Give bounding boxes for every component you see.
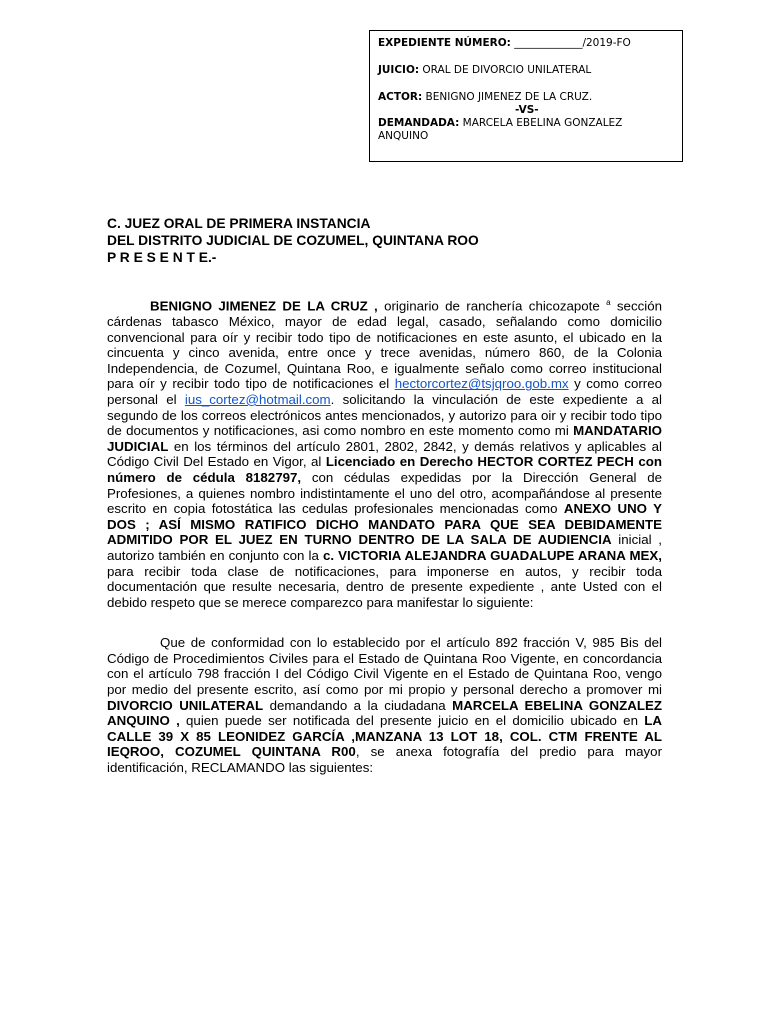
demandada-value: MARCELA EBELINA GONZALEZ [459, 117, 623, 129]
text-segment: Que de conformidad con lo establecido por el artículo 892 fracción V, 985 Bis del Código de Procedimientos Civiles para el Estado de Quintana Roo Vigente, en concordancia con el artículo 798 fracción I del Código Civil Vigente en el Estado de Quintana Roo, vengo por medio del presente escrito, así como por mi propio y personal derecho a promover mi [107, 635, 662, 698]
juicio-label: JUICIO: [378, 64, 420, 76]
paragraph-1 [107, 295, 662, 610]
text-segment: , se anexa fotografía del predio para mayor identificación, RECLAMANDO las siguientes: [107, 744, 662, 776]
document-body [107, 295, 662, 776]
divorce-type: DIVORCIO UNILATERAL [107, 697, 264, 713]
addressee-line-1: C. JUEZ ORAL DE PRIMERA INSTANCIA [107, 216, 371, 231]
text-segment: quien puede ser notificada del presente juicio en el domicilio ubicado en [179, 713, 645, 729]
addressee-line-2: DEL DISTRITO JUDICIAL DE COZUMEL, QUINTANA ROO [107, 233, 479, 248]
text-segment: inicial , autorizo también en conjunto con la [107, 532, 662, 563]
text-segment: demandando a la ciudadana [263, 697, 453, 713]
vs-line: -VS- [515, 104, 539, 116]
actor-name: BENIGNO JIMENEZ DE LA CRUZ , [150, 298, 378, 314]
institutional-email-link[interactable]: hectorcortez@tsjqroo.gob.mx [394, 376, 569, 392]
demandada-line [378, 117, 674, 130]
juicio-line [378, 64, 674, 77]
text-segment: originario de ranchería chicozapote [377, 298, 607, 314]
juicio-value: ORAL DE DIVORCIO UNILATERAL [419, 64, 592, 76]
text-segment: para recibir toda clase de notificaciones, para imponerse en autos, y recibir toda documentación que resulte necesaria, dentro de presente expediente , ante Usted con el debido respeto que se merece comparezco para manifestar lo siguiente: [107, 563, 662, 610]
annex-statement: ANEXO UNO Y DOS ; ASÍ MISMO RATIFICO DICHO MANDATO PARA QUE SEA DEBIDAMENTE ADMITIDO POR EL JUEZ EN TURNO DENTRO DE LA SALA DE AUDIENCIA [107, 501, 662, 548]
case-info-box [369, 30, 683, 162]
defendant-name: MARCELA EBELINA GONZALEZ ANQUINO , [107, 697, 662, 729]
defendant-address: LA CALLE 39 X 85 LEONIDEZ GARCÍA ,MANZANA 13 LOT 18, COL. CTM FRENTE AL IEQROO, COZUMEL QUINTANA R00 [107, 713, 662, 760]
expediente-line [378, 37, 674, 50]
expediente-label: EXPEDIENTE NÚMERO: [378, 37, 511, 49]
addressee-block [107, 215, 479, 266]
text-segment: y como correo personal el [107, 376, 662, 407]
superscript-mark: a [606, 298, 611, 307]
text-segment: sección cárdenas tabasco México, mayor de edad legal, casado, señalando como domicilio convencional para oír y recibir todo tipo de notificaciones en este asunto, el ubicado en la cincuenta y cinco avenida, entre once y trece avenidas, número 860, de la Colonia Independencia, de Cozumel, Quintana Roo, e igualmente señalo como correo institucional para oír y recibir todo tipo de notificaciones el [107, 298, 662, 392]
actor-value: BENIGNO JIMENEZ DE LA CRUZ. [422, 91, 593, 103]
text-segment: en los términos del artículo 2801, 2802, 2842, y demás relativos y aplicables al Código Civil Del Estado en Vigor, al [107, 438, 662, 470]
actor-line [378, 91, 674, 104]
actor-label: ACTOR: [378, 91, 423, 103]
demandada-label: DEMANDADA: [378, 117, 460, 129]
paragraph-2 [107, 635, 662, 775]
text-segment: con cédulas expedidas por la Dirección General de Profesiones, a quienes nombro indistintamente el uno del otro, acompañándose al presente escrito en copia fotostática las cedulas profesionales mencionadas como [107, 469, 662, 517]
expediente-value: _____________/2019-FO [510, 37, 631, 49]
text-segment: . solicitando la vinculación de este expediente a al segundo de los correos electrónicos antes mencionados, y autorizo para oir y recibir todo tipo de documentos y notificaciones, asi como nombro en este momento como mi [107, 391, 662, 439]
lawyer-name: Licenciado en Derecho HECTOR CORTEZ PECH con número de cédula 8182797, [107, 454, 662, 485]
demandada-value-cont: ANQUINO [378, 130, 429, 142]
personal-email-link[interactable]: ius_cortez@hotmail.com [184, 391, 331, 407]
mandatario-label: MANDATARIO JUDICIAL [107, 423, 662, 454]
addressee-line-3: P R E S E N T E.- [107, 250, 217, 265]
authorized-person: c. VICTORIA ALEJANDRA GUADALUPE ARANA MEX, [322, 547, 662, 563]
